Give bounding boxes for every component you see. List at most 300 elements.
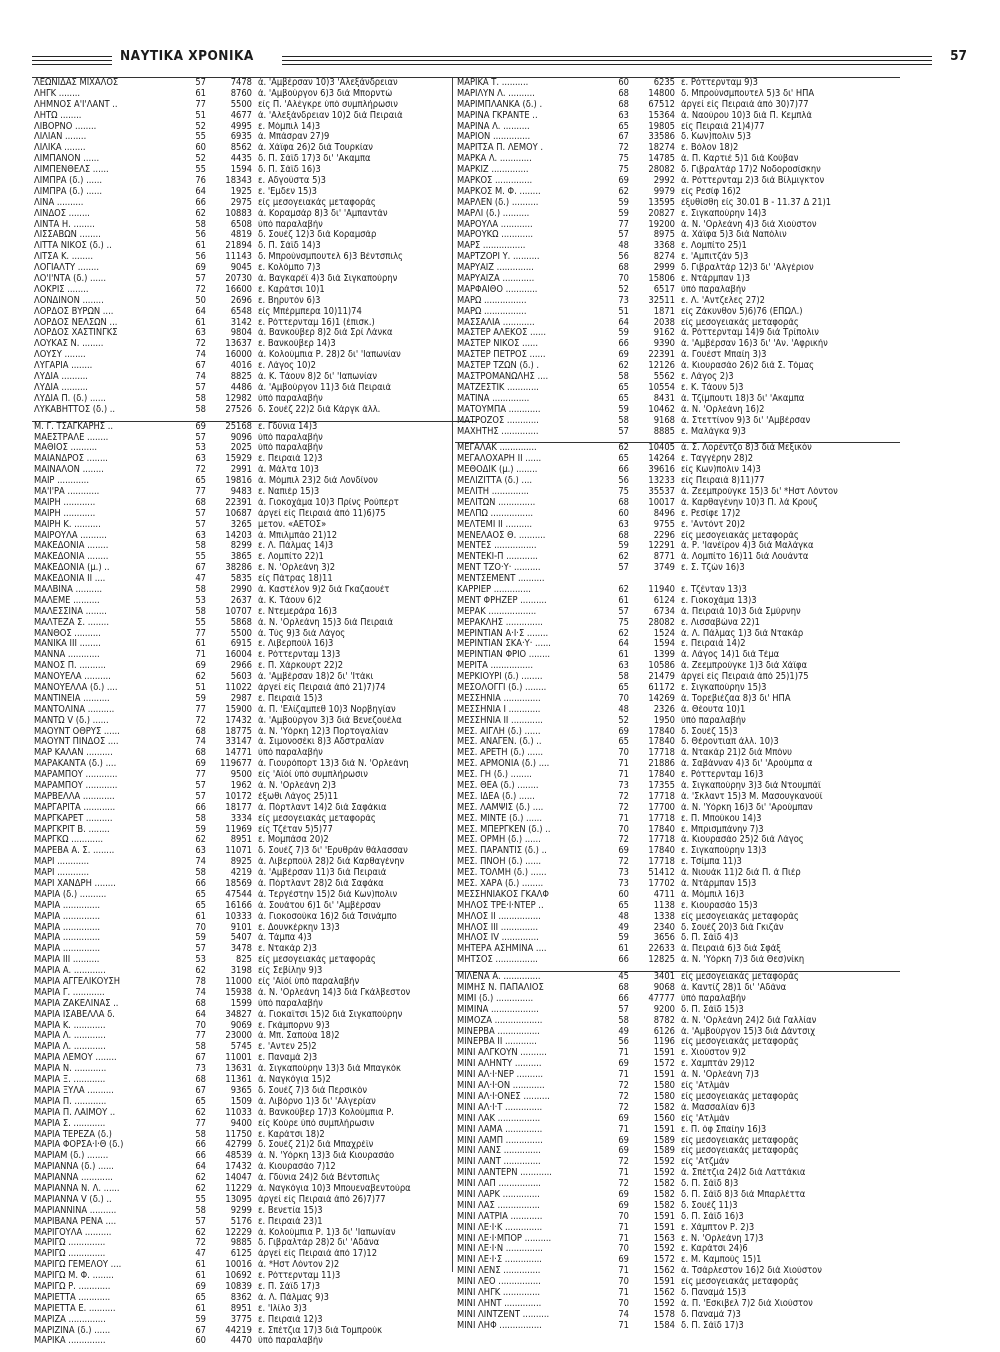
register-row xyxy=(455,868,900,879)
register-block xyxy=(32,77,477,416)
ship-voyage-note: ά. Μάλτα 10)3 xyxy=(258,465,319,476)
register-row xyxy=(32,487,477,498)
register-row xyxy=(455,716,900,727)
register-row xyxy=(455,944,900,955)
ship-voyage-note: ά. Βαγκαρέϊ 4)3 διά Σιγκαπούρην xyxy=(258,274,398,285)
ship-tonnage: 6915 xyxy=(230,639,252,650)
register-row xyxy=(455,1103,900,1114)
ship-voyage-note: ά. Λιβερπούλ 28)2 διά Καρθαγένην xyxy=(258,857,405,868)
header-rule xyxy=(282,56,932,57)
register-row xyxy=(32,154,477,165)
register-row xyxy=(455,372,900,383)
ship-name: ΜΕΝΤΕΣ ................ xyxy=(457,541,537,552)
register-row xyxy=(455,78,900,89)
ship-voyage-note: ά. Ν. 'Υόρκη 7)3 διά Θεσ)νίκη xyxy=(681,955,805,966)
ship-tonnage: 15364 xyxy=(648,110,675,121)
ship-tonnage: 17432 xyxy=(225,715,252,726)
ship-index: 71 xyxy=(605,1234,629,1245)
register-row xyxy=(455,454,900,465)
ship-voyage-note: είς 'Αϊόί ύπό συμπλήρωσιν xyxy=(258,770,368,781)
register-row xyxy=(32,966,477,977)
ship-index: 70 xyxy=(605,1212,629,1223)
register-row xyxy=(32,933,477,944)
ship-tonnage: 12126 xyxy=(648,361,675,372)
ship-index: 56 xyxy=(182,230,206,241)
ship-tonnage: 28082 xyxy=(648,165,675,176)
ship-index: 72 xyxy=(182,465,206,476)
ship-voyage-note: ύπό παραλαβήν xyxy=(258,1336,323,1347)
ship-voyage-note: ά. Κ. Τάουν 8)2 δι' 'Ιαπωνίαν xyxy=(258,372,377,383)
register-row xyxy=(32,498,477,509)
ship-voyage-note: είς μεσογειακάς μεταφοράς xyxy=(681,972,799,983)
ship-voyage-note: ά. 'Αλεξάνδρειαν 10)2 διά Πειραιά xyxy=(258,110,403,121)
ship-name: ΜΑΡΙ ............ xyxy=(34,857,89,868)
ship-voyage-note: ά. Ναούρου 10)3 διά Π. Κεμπλά xyxy=(681,110,812,121)
ship-name: Μ. Γ. ΤΣΑΓΚΑΡΗΣ .. xyxy=(34,421,114,432)
register-row xyxy=(455,209,900,220)
ship-name: ΛΙΣΣΑΒΩΝ ........ xyxy=(34,230,101,241)
ship-tonnage: 2990 xyxy=(230,584,252,595)
register-row xyxy=(455,857,900,868)
right-column xyxy=(455,77,900,1337)
register-row xyxy=(32,1336,477,1347)
ship-tonnage: 1594 xyxy=(230,165,252,176)
ship-name: ΜΑΡΑΜΠΟΥ ............ xyxy=(34,781,118,791)
ship-name: ΜΑΤΙΝΑ .............. xyxy=(457,393,530,404)
ship-name: ΛΟΝΔΙΝΟΝ ........ xyxy=(34,295,104,306)
ship-tonnage: 9755 xyxy=(653,519,675,530)
register-row xyxy=(455,574,900,585)
ship-tonnage: 2025 xyxy=(230,443,252,454)
ship-tonnage: 14203 xyxy=(225,530,252,541)
ship-voyage-note: ά. Πόρτλαντ 14)2 διά Σαφάκια xyxy=(258,802,387,813)
ship-tonnage: 19805 xyxy=(648,121,675,132)
register-row xyxy=(32,361,477,372)
ship-tonnage: 6235 xyxy=(653,78,675,88)
ship-tonnage: 3334 xyxy=(230,813,252,824)
ship-name: ΜΑΤΡΟΖΟΣ ............ xyxy=(457,415,539,426)
ship-name: ΜΑΡΙΑ ΑΓΓΕΛΙΚΟΥΣΗ xyxy=(34,977,121,988)
register-row xyxy=(455,252,900,263)
register-row xyxy=(32,476,477,487)
ship-index: 59 xyxy=(605,405,629,416)
register-row xyxy=(455,901,900,912)
ship-tonnage: 6508 xyxy=(230,219,252,230)
ship-index: 66 xyxy=(182,1140,206,1151)
register-row xyxy=(32,1260,477,1271)
ship-tonnage: 16600 xyxy=(225,284,252,295)
ship-name: ΜΙΝΙ ΛΕ·Ι·Ν .............. xyxy=(457,1244,543,1255)
register-row xyxy=(32,814,477,825)
ship-tonnage: 14800 xyxy=(648,88,675,99)
ship-name: ΛΗΜΝΟΣ Α'Ι'ΛΑΝΤ .. xyxy=(34,99,118,110)
register-row xyxy=(32,252,477,263)
ship-name: ΜΙΜΙ (δ.) .............. xyxy=(457,993,534,1004)
ship-voyage-note: ε. Ντεμεράρα 16)3 xyxy=(258,606,338,617)
ship-index: 69 xyxy=(605,1190,629,1201)
ship-name: ΜΑΡΙΑ Π. ΛΑΙΜΟΥ .. xyxy=(34,1107,116,1118)
ship-voyage-note: δ. Π. Σάϊδ 16)3 xyxy=(681,1211,744,1222)
ship-index: 65 xyxy=(182,1293,206,1304)
register-row xyxy=(455,307,900,318)
ship-tonnage: 23000 xyxy=(225,1031,252,1042)
ship-tonnage: 1592 xyxy=(653,1168,675,1179)
ship-voyage-note: ε. Βόλον 18)2 xyxy=(681,143,739,154)
register-row xyxy=(455,154,900,165)
register-row xyxy=(32,165,477,176)
ship-tonnage: 14785 xyxy=(648,154,675,165)
register-row xyxy=(455,879,900,890)
ship-name: ΜΑΡΓΚΑΡΕΤ .......... xyxy=(34,813,113,824)
register-row xyxy=(32,737,477,748)
ship-voyage-note: ά. Νιουάκ 11)2 διά Π. ά Πιέρ xyxy=(681,868,801,879)
ship-name: ΜΕΣΣΗΝΙΑΚΟΣ ΓΚΑΛΦ xyxy=(457,889,549,900)
register-row xyxy=(455,596,900,607)
register-row xyxy=(32,1206,477,1217)
ship-tonnage: 15938 xyxy=(225,987,252,998)
ship-voyage-note: ά. Γιοκοσούκα 16)2 διά Τσινάμπο xyxy=(258,911,397,922)
ship-voyage-note: είς 'Ατζμάν xyxy=(681,1157,730,1168)
register-row xyxy=(455,650,900,661)
ship-name: ΜΙΝΙ ΑΛ·Ι·ΝΕΡ .......... xyxy=(457,1070,544,1081)
ship-name: ΜΑΡΙΓΩ .............. xyxy=(34,1249,106,1260)
ship-index: 72 xyxy=(182,716,206,727)
ship-name: ΜΑΡΙΑ .............. xyxy=(34,911,100,922)
ship-tonnage: 34827 xyxy=(225,1009,252,1020)
ship-tonnage: 8825 xyxy=(230,372,252,383)
ship-name: ΜΑΡΟΥΚΩ ............ xyxy=(457,230,534,241)
register-row xyxy=(455,520,900,531)
ship-tonnage: 1592 xyxy=(653,1298,675,1309)
ship-name: ΜΑΡΙΛΥΝ Λ. .......... xyxy=(457,88,535,99)
register-row xyxy=(455,361,900,372)
register-row xyxy=(32,661,477,672)
ship-index: 75 xyxy=(605,487,629,498)
register-row xyxy=(32,443,477,454)
ship-voyage-note: ά. Σιγκαπούρην 13)3 διά Μπαγκόκ xyxy=(258,1064,401,1075)
ship-tonnage: 9069 xyxy=(230,1020,252,1031)
ship-name: ΛΟΥΚΑΣ Ν. ........ xyxy=(34,339,104,350)
ship-voyage-note: ά. Σαβάνναν 4)3 δι' 'Αρούμπα α xyxy=(681,759,813,770)
ship-name: ΜΑΤΟΥΜΠΑ ............ xyxy=(457,404,541,415)
ship-name: ΜΑΡΙΓΩ .............. xyxy=(34,1238,106,1249)
ship-voyage-note: ε. Καράτσι 24)6 xyxy=(681,1244,748,1255)
ship-index: 52 xyxy=(182,154,206,165)
ship-tonnage: 17718 xyxy=(648,813,675,824)
ship-name: ΛΙΛΙΑΝ ........ xyxy=(34,132,87,143)
register-row xyxy=(32,143,477,154)
ship-index: 71 xyxy=(605,1168,629,1179)
ship-voyage-note: ά. Ναγκόγια 15)2 xyxy=(258,1075,331,1086)
ship-name: ΚΑΡΡΙΕΡ .............. xyxy=(457,584,531,595)
header-rule xyxy=(32,56,112,57)
ship-tonnage: 1584 xyxy=(653,1320,675,1331)
ship-tonnage: 1563 xyxy=(653,1233,675,1244)
ship-name: ΜΑΚΕΔΟΝΙΑ ........ xyxy=(34,541,109,552)
ship-name: ΜΑΚΕΔΟΝΙΑ (μ.) .. xyxy=(34,563,110,574)
ship-index: 58 xyxy=(182,814,206,825)
register-row xyxy=(32,1151,477,1162)
ship-tonnage: 18343 xyxy=(225,176,252,187)
ship-tonnage: 9483 xyxy=(230,486,252,497)
ship-tonnage: 4677 xyxy=(230,110,252,121)
ship-index: 71 xyxy=(605,1223,629,1234)
register-row xyxy=(455,100,900,111)
register-row xyxy=(32,716,477,727)
ship-voyage-note: ά. Κοραμσάρ 8)3 δι' 'Αμπαντάν xyxy=(258,208,388,219)
ship-index: 49 xyxy=(605,923,629,934)
ship-tonnage: 33586 xyxy=(648,132,675,143)
ship-tonnage: 17718 xyxy=(648,835,675,846)
ship-tonnage: 28082 xyxy=(648,617,675,628)
ship-tonnage: 22391 xyxy=(648,350,675,361)
ship-name: ΜΕΣΣΗΝΙΑ .............. xyxy=(457,693,541,704)
ship-name: ΜΑΡΕΒΑ Α. Σ. ........ xyxy=(34,846,115,857)
ship-voyage-note: ε. Πειραιά 23)1 xyxy=(258,1216,323,1227)
ship-index: 60 xyxy=(605,890,629,901)
ship-index: 62 xyxy=(605,443,629,454)
ship-tonnage: 3368 xyxy=(653,241,675,252)
register-row xyxy=(455,339,900,350)
ship-index: 48 xyxy=(605,705,629,716)
ship-name: ΜΗΛΟΣ ΙΙ ................ xyxy=(457,911,541,922)
ship-name: ΜΑΡΚΙΖ .............. xyxy=(457,165,529,176)
register-row xyxy=(455,1005,900,1016)
ship-tonnage: 1572 xyxy=(653,1059,675,1070)
ship-index: 66 xyxy=(605,339,629,350)
ship-index: 61 xyxy=(182,318,206,329)
ship-voyage-note: είς Ζάκυνθον 5)6)76 (ΕΠΩΛ.) xyxy=(681,306,803,317)
ship-tonnage: 1591 xyxy=(653,1222,675,1233)
ship-index: 63 xyxy=(182,846,206,857)
ship-voyage-note: ά. *Ηστ Λόντον 2)2 xyxy=(258,1260,340,1271)
ship-voyage-note: ε. Λάγος 2)3 xyxy=(681,372,734,383)
ship-voyage-note: ά. Σιγκαπούρην 3)3 διά Ντουμπάϊ xyxy=(681,781,821,791)
ship-voyage-note: ε. Πειραιά 12)3 xyxy=(258,454,323,465)
ship-tonnage: 10405 xyxy=(648,443,675,454)
ship-name: ΜΕΣ. ΠΑΡΑΝΤΙΣ (δ.) .. xyxy=(457,846,547,857)
ship-tonnage: 3478 xyxy=(230,944,252,955)
ship-tonnage: 1580 xyxy=(653,1081,675,1092)
ship-tonnage: 4470 xyxy=(230,1336,252,1347)
ship-index: 61 xyxy=(182,1304,206,1315)
register-row xyxy=(455,1255,900,1266)
register-row xyxy=(32,1271,477,1282)
ship-tonnage: 8782 xyxy=(653,1015,675,1026)
ship-voyage-note: ά. Ρόττερνταμ 14)9 διά Τρίπολιν xyxy=(681,328,819,339)
register-row xyxy=(455,618,900,629)
ship-voyage-note: ε. Δουνκέρκην 13)3 xyxy=(258,922,340,933)
ship-index: 73 xyxy=(605,296,629,307)
ship-index: 67 xyxy=(182,1053,206,1064)
ship-voyage-note: ά. Τεργέστην 15)2 διά Κων)πολιν xyxy=(258,889,398,900)
ship-voyage-note: άργεί είς Πειραιά άπό 30)7)77 xyxy=(681,99,809,110)
ship-voyage-note: ά. Ν. 'Υόρκη 13)3 διά Κιουρασάο xyxy=(258,1151,395,1162)
register-row xyxy=(32,1162,477,1173)
ship-index: 58 xyxy=(182,541,206,552)
ship-voyage-note: ά. Τζίμπουτι 18)3 δι' 'Ακαμπα xyxy=(681,393,805,404)
ship-name: ΜΑΡΙΑ Σ. ............ xyxy=(34,1118,106,1129)
ship-name: ΛΗΓΚ ........ xyxy=(34,88,81,99)
ship-tonnage: 9101 xyxy=(230,922,252,933)
register-row xyxy=(455,122,900,133)
register-row xyxy=(32,1010,477,1021)
ship-name: ΜΑΡΙΤΣΑ Π. ΛΕΜΟΥ . xyxy=(457,143,544,154)
ship-index: 73 xyxy=(182,1064,206,1075)
ship-index: 69 xyxy=(605,846,629,857)
ship-name: ΜΕΣ. ΜΠΕΡΓΚΕΝ (δ.) .. xyxy=(457,824,551,835)
ship-tonnage: 8274 xyxy=(653,252,675,263)
ship-index: 62 xyxy=(182,672,206,683)
ship-voyage-note: δ. Π. Σάϊδ 15)3 xyxy=(681,1004,744,1015)
ship-name: ΜΕΣΟΛΟΓΓΙ (δ.) ........ xyxy=(457,682,547,693)
ship-tonnage: 17840 xyxy=(648,846,675,857)
ship-name: ΜΑΣΤΕΡ ΝΙΚΟΣ ...... xyxy=(457,339,538,350)
ship-voyage-note: ε. Ταγγέρην 28)2 xyxy=(681,454,754,465)
register-block xyxy=(455,77,900,437)
ship-voyage-note: δ. Π. Σάϊδ 8)3 διά Μπαρλέττα xyxy=(681,1189,806,1200)
ship-voyage-note: ά. Μπιλμπάο 21)12 xyxy=(258,530,338,541)
ship-tonnage: 8975 xyxy=(653,230,675,241)
register-row xyxy=(32,618,477,629)
register-row xyxy=(32,198,477,209)
register-row xyxy=(32,727,477,738)
ship-voyage-note: ύπό παραλαβήν xyxy=(258,393,323,404)
ship-name: ΛΥΚΑΒΗΤΤΟΣ (δ.) .. xyxy=(34,404,116,415)
ship-name: ΜΑΡΛΕΝ (δ.) .......... xyxy=(457,197,539,208)
ship-voyage-note: δ. Π. Σάϊδ 14)3 xyxy=(258,241,321,252)
register-row xyxy=(455,552,900,563)
register-row xyxy=(455,912,900,923)
register-row xyxy=(32,955,477,966)
ship-name: ΜΑΝΙΚΑ ΙΙΙ ........ xyxy=(34,639,101,650)
ship-index: 58 xyxy=(182,394,206,405)
ship-voyage-note: ε. Πειραιά 15)3 xyxy=(258,693,323,704)
ship-voyage-note: δ. Γιβραλτάρ 17)2 Νοδοροσίσκην xyxy=(681,165,821,176)
ship-voyage-note: μετον. «ΑΕΤΟΣ» xyxy=(258,519,327,530)
ship-voyage-note: είς μεσογειακάς μεταφοράς xyxy=(681,1146,799,1157)
ship-tonnage: 10554 xyxy=(648,382,675,393)
ship-name: ΛΟΡΔΟΣ ΒΥΡΩΝ .... xyxy=(34,306,114,317)
ship-tonnage: 35537 xyxy=(648,486,675,497)
ship-index: 69 xyxy=(182,661,206,672)
ship-index: 63 xyxy=(182,454,206,465)
ship-tonnage: 3865 xyxy=(230,552,252,563)
register-row xyxy=(32,1119,477,1130)
ship-tonnage: 44219 xyxy=(225,1325,252,1336)
ship-tonnage: 12982 xyxy=(225,393,252,404)
register-row xyxy=(455,443,900,454)
register-row xyxy=(455,498,900,509)
ship-index: 75 xyxy=(605,165,629,176)
ship-name: ΜΑΡΙΚΑ Τ. .......... xyxy=(457,78,529,88)
ship-index: 59 xyxy=(605,198,629,209)
ship-voyage-note: ά. Ν. 'Ορλεάνη 4)3 διά Χιούστον xyxy=(681,219,817,230)
ship-voyage-note: ά. Πόρτλαντ 28)2 διά Σαφάκα xyxy=(258,879,384,890)
ship-name: ΜΑΡΙΓΩ Ρ. ............ xyxy=(34,1281,111,1292)
ship-index: 74 xyxy=(182,988,206,999)
ship-index: 69 xyxy=(605,350,629,361)
ship-name: ΛΙΤΣΑ Κ. ........ xyxy=(34,252,93,263)
ship-voyage-note: δ. Σουέζ 15)3 xyxy=(681,726,738,737)
ship-index: 71 xyxy=(605,759,629,770)
ship-voyage-note: ά. Χάϊφα 5)3 διά Ναπόλιν xyxy=(681,230,787,241)
ship-tonnage: 27526 xyxy=(225,404,252,415)
ship-index: 57 xyxy=(182,1217,206,1228)
ship-tonnage: 1962 xyxy=(230,781,252,791)
ship-name: ΜΑΙΡ ............ xyxy=(34,476,89,487)
ship-index: 53 xyxy=(182,443,206,454)
ship-index: 72 xyxy=(605,143,629,154)
ship-tonnage: 10017 xyxy=(648,497,675,508)
ship-voyage-note: ά. Ν. 'Ορλεάνη 2)3 xyxy=(258,781,337,791)
register-row xyxy=(455,405,900,416)
ship-index: 74 xyxy=(182,857,206,868)
ship-name: ΜΑΡΙΕΤΤΑ ............ xyxy=(34,1292,111,1303)
ship-voyage-note: ά. Στεττίνον 9)3 δι' 'Αμβέρσαν xyxy=(681,415,811,426)
ship-index: 72 xyxy=(182,285,206,296)
register-row xyxy=(455,465,900,476)
ship-tonnage: 4995 xyxy=(230,121,252,132)
ship-name: ΜΑΣΣΑΛΙΑ ............ xyxy=(457,317,535,328)
ship-tonnage: 2296 xyxy=(653,530,675,541)
ship-tonnage: 10333 xyxy=(225,911,252,922)
ship-voyage-note: δ. Σουέζ 20)3 διά Γκιζάν xyxy=(681,922,784,933)
register-row xyxy=(32,574,477,585)
ship-tonnage: 5835 xyxy=(230,574,252,585)
ship-voyage-note: ε. Πειραιά 12)3 xyxy=(258,1314,323,1325)
ship-voyage-note: ά. Μόμπιλ 16)3 xyxy=(681,889,745,900)
register-row xyxy=(455,933,900,944)
ship-tonnage: 8951 xyxy=(230,835,252,846)
register-row xyxy=(32,318,477,329)
ship-index: 58 xyxy=(605,416,629,427)
ship-index: 62 xyxy=(182,209,206,220)
register-row xyxy=(455,383,900,394)
register-row xyxy=(455,563,900,574)
register-row xyxy=(32,339,477,350)
ship-name: ΜΑΡΥΑΙΖΑ ............ xyxy=(457,274,535,285)
ship-tonnage: 10016 xyxy=(225,1260,252,1271)
ship-name: ΜΙΝΙ ΑΛΗΝΤΥ .......... xyxy=(457,1059,542,1070)
register-row xyxy=(455,111,900,122)
ship-name: ΜΑΝΝΑ ............ xyxy=(34,650,100,661)
register-row xyxy=(32,1304,477,1315)
ship-voyage-note: έξυθίσθη είς 30.01 Β - 11.37 Δ 21)1 xyxy=(681,197,832,208)
ship-name: ΜΑΡΙΓΩ ΓΕΜΕΛΟΥ .... xyxy=(34,1260,122,1271)
ship-tonnage: 4819 xyxy=(230,230,252,241)
ship-voyage-note: ά. Ν. 'Ορλεάνη 7)3 xyxy=(681,1070,760,1081)
register-row xyxy=(455,1223,900,1234)
ship-name: ΜΙΝΙ ΛΕΝΣ .............. xyxy=(457,1266,541,1277)
ship-voyage-note: ε. Μόμπιλ 14)3 xyxy=(258,121,321,132)
ship-voyage-note: δ. Μπρούνσμπουτελ 6)3 Βέντσπιλς xyxy=(258,252,403,263)
ship-name: ΜΕΛΙΤΗ .............. xyxy=(457,486,529,497)
register-row xyxy=(32,1108,477,1119)
ship-tonnage: 11969 xyxy=(225,824,252,835)
ship-name: ΜΕΝΤ ΦΡΗΖΕΡ .......... xyxy=(457,595,547,606)
ship-tonnage: 13233 xyxy=(648,476,675,487)
ship-voyage-note: ά. Κολούμπια Ρ. 1)3 δι' 'Ιαπωνίαν xyxy=(258,1227,396,1238)
ship-index: 59 xyxy=(605,209,629,220)
ship-tonnage: 2340 xyxy=(653,922,675,933)
ship-voyage-note: άργεί είς Πειραιά άπό 25)1)75 xyxy=(681,672,809,683)
register-row xyxy=(32,1053,477,1064)
ship-voyage-note: ε. Γιοκοχάμα 13)3 xyxy=(681,595,757,606)
ship-index: 77 xyxy=(182,705,206,716)
ship-tonnage: 11143 xyxy=(225,252,252,263)
ship-index: 60 xyxy=(182,143,206,154)
